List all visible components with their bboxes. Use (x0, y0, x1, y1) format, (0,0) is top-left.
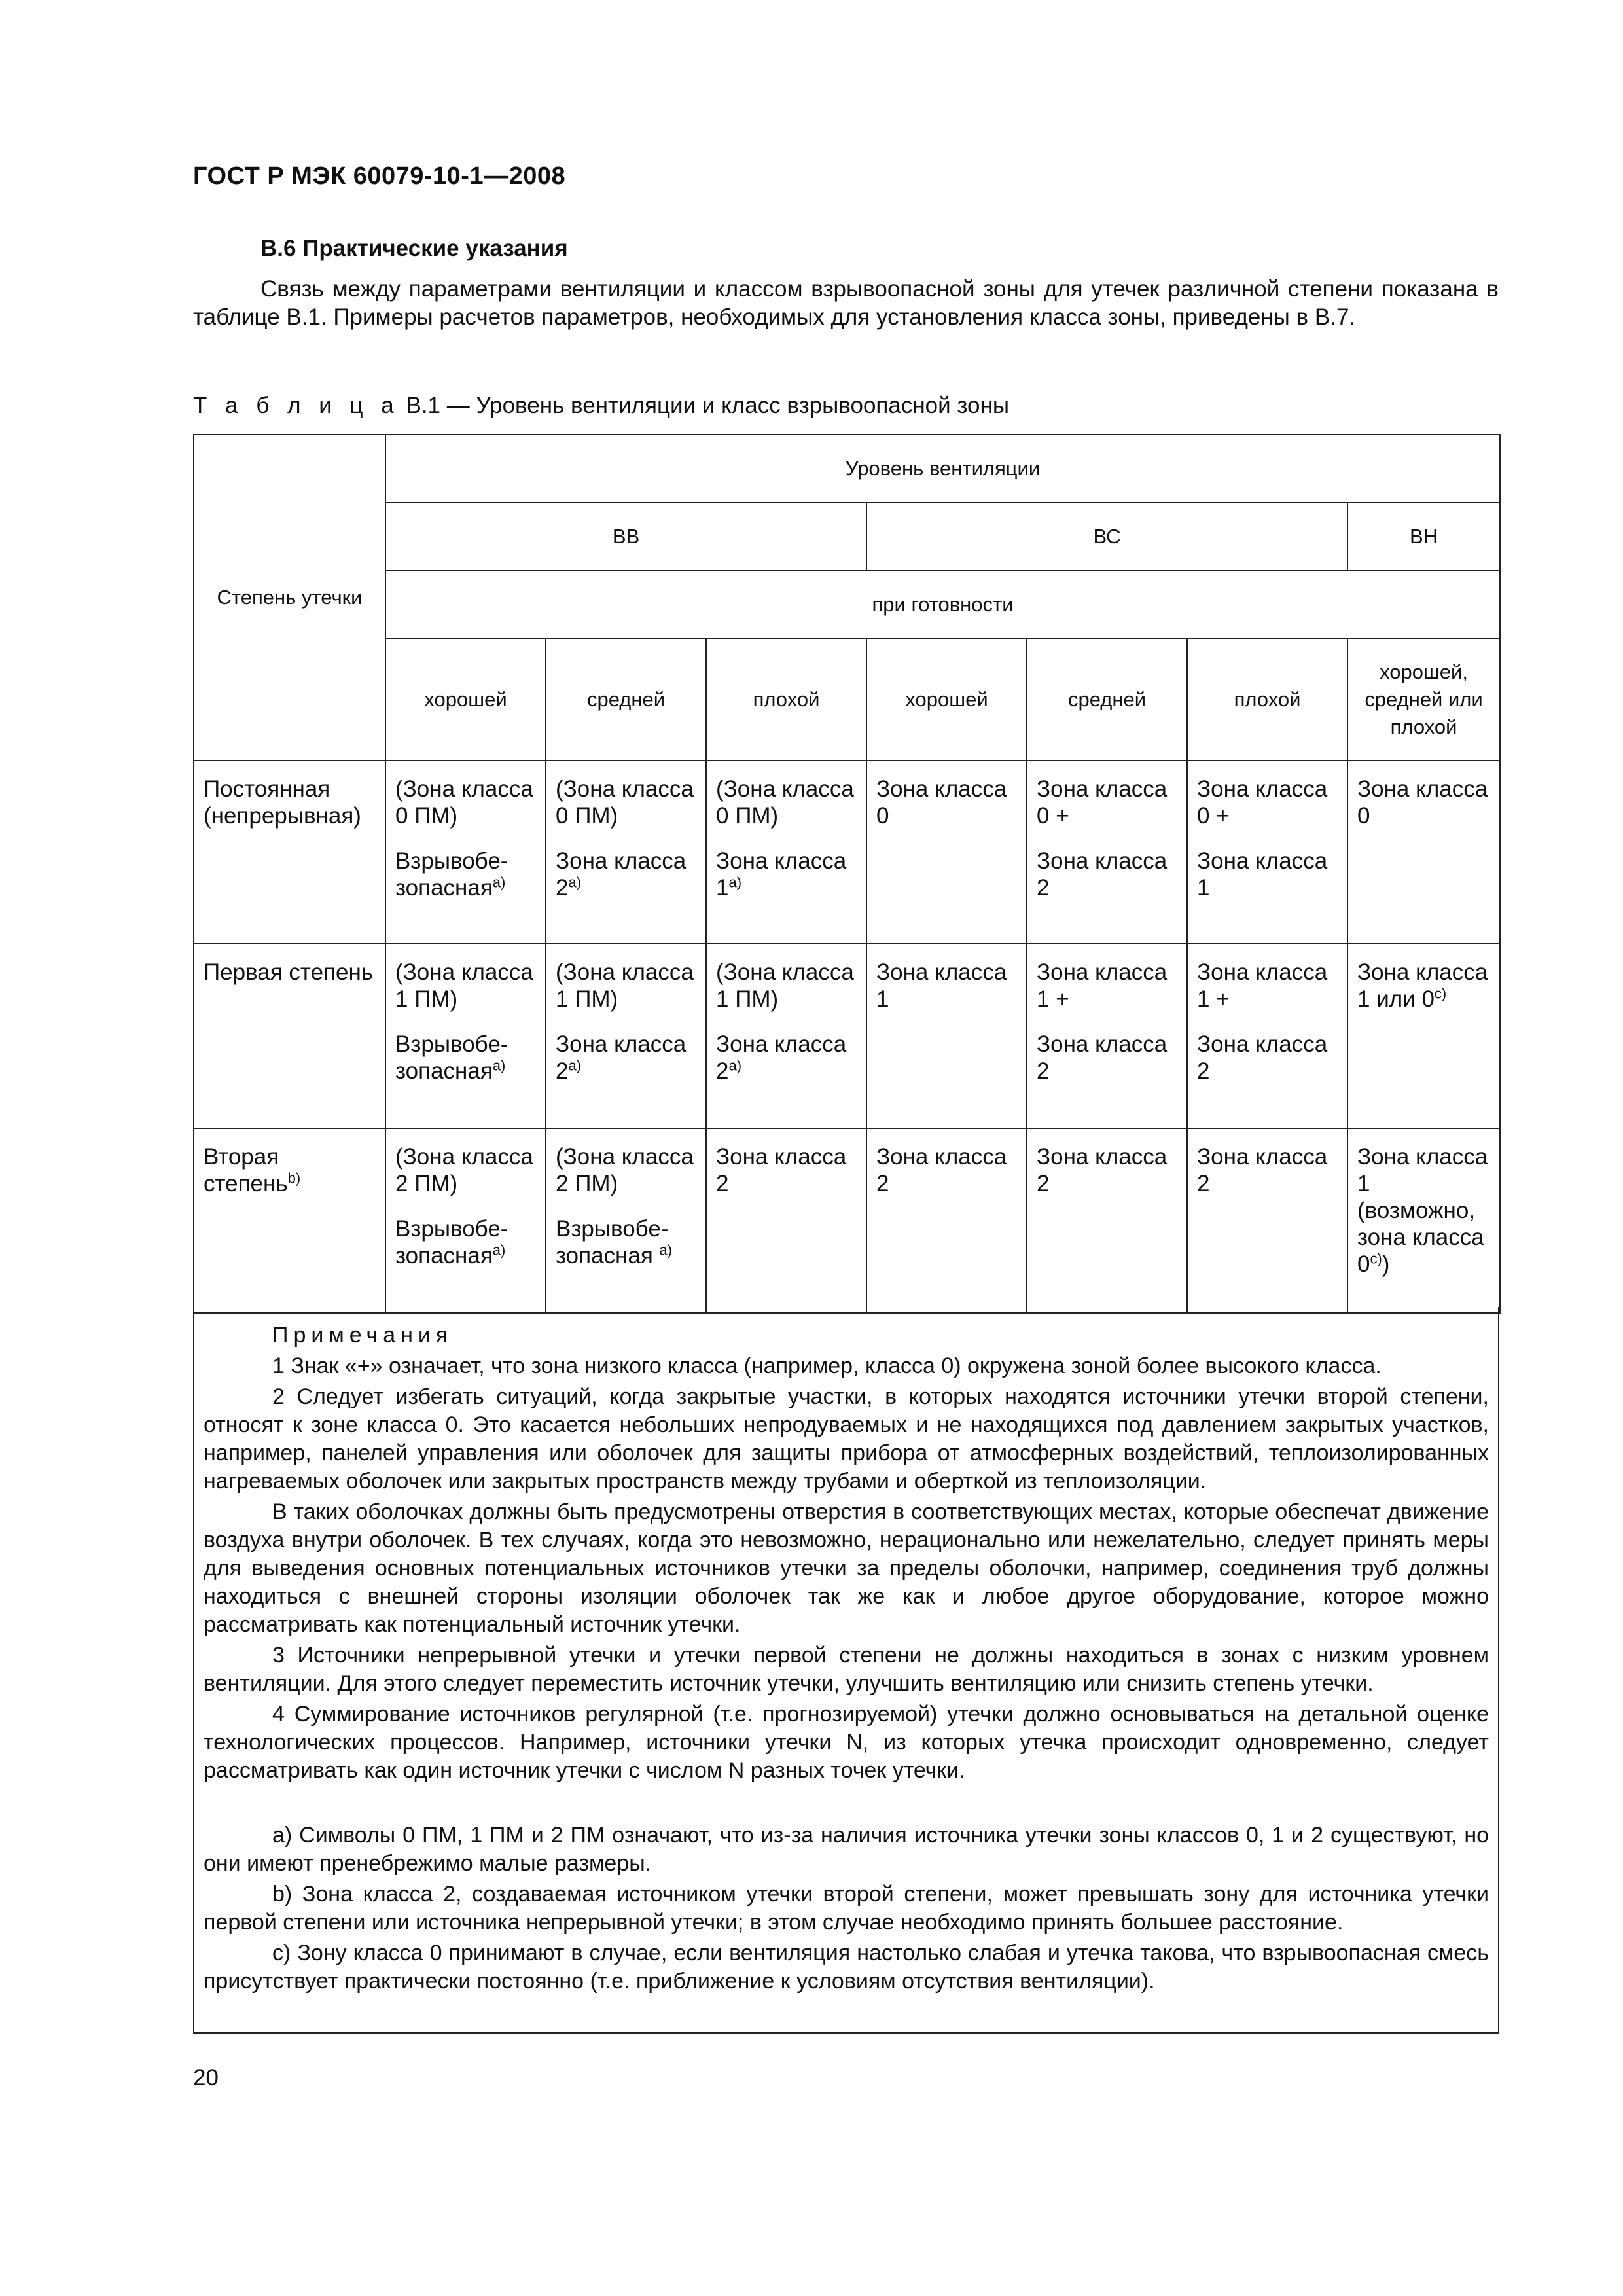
level-vn: ВН (1347, 503, 1500, 571)
availability-col: средней (1027, 639, 1187, 761)
page-number: 20 (193, 2065, 219, 2090)
availability-col: хорошей, средней или плохой (1347, 639, 1500, 761)
table-cell: Зона класса 0 + Зона класса 2 (1027, 761, 1187, 944)
row-label: Вторая степень$^{b)}$ (194, 1128, 385, 1313)
section-title: В.6 Практические указания (260, 236, 568, 261)
availability-col: средней (546, 639, 706, 761)
note-item: В таких оболочках должны быть предусмотрены отверстия в соответствующих местах, которые обеспечат движение воздуха внутри оболочек. В тех случаях, когда это невозможно, нерационально или нежелательно, следует принять меры для выведения основных потенциальных источников утечки за пределы оболочки, например, соединения труб должны находиться с внешней стороны изоляции оболочек так же как и любое другое оборудование, которое можно рассматривать как потенциальный источник утечки. (204, 1499, 1489, 1637)
table-cell: Зона класса 0 + Зона класса 1 (1187, 761, 1347, 944)
notes-title: Примечания (272, 1323, 454, 1348)
table-cell: Зона класса 1 + Зона класса 2 (1187, 944, 1347, 1128)
note-item: 4 Суммирование источников регулярной (т.е. прогнозируемой) утечки должно основываться на детальной оценке технологических процессов. Например, источники утечки N, из которых утечка происходит одновременно, следует рассматривать как один источник утечки с числом N разных точек утечки. (204, 1702, 1489, 1783)
ventilation-zone-table (193, 434, 1501, 1314)
table-cell: Зона класса 2 (866, 1128, 1027, 1313)
table-cell: (Зона класса 0 ПМ) Зона класса $1^{а)}$ (706, 761, 866, 944)
table-cell: Зона класса 0 (1347, 761, 1500, 944)
table-row (194, 944, 1500, 1128)
table-cell: Зона класса 1 или $0^{с)}$ (1347, 944, 1500, 1128)
table-row (194, 1128, 1500, 1313)
table-cell: (Зона класса 0 ПМ) Взрывобе-зопасная$^{а)}$ (385, 761, 546, 944)
footnote: а) Символы 0 ПМ, 1 ПМ и 2 ПМ означают, что из-за наличия источника утечки зоны классов 0, 1 и 2 существуют, но они имеют пренебрежимо малые размеры. (204, 1823, 1489, 1876)
note-item: 1 Знак «+» означает, что зона низкого класса (например, класса 0) окружена зоной более высокого класса. (272, 1354, 1382, 1378)
footnote: b) Зона класса 2, создаваемая источником утечки второй степени, может превышать зону для источника утечки первой степени или источника непрерывной утечки; в этом случае необходимо принять большее расстояние. (204, 1882, 1489, 1935)
table-cell: Зона класса 1 (возможно, зона класса $0^{с)}$) (1347, 1128, 1500, 1313)
table-cell: Зона класса 1 + Зона класса 2 (1027, 944, 1187, 1128)
table-row (194, 761, 1500, 944)
note-item: 3 Источники непрерывной утечки и утечки первой степени не должны находиться в зонах с низким уровнем вентиляции. Для этого следует переместить источник утечки, улучшить вентиляцию или снизить степень утечки. (204, 1643, 1489, 1696)
table-cell: (Зона класса 1 ПМ) Зона класса $2^{а)}$ (706, 944, 866, 1128)
level-vs: ВС (866, 503, 1347, 571)
availability-col: плохой (1187, 639, 1347, 761)
table-notes (193, 1307, 1499, 2034)
table-cell: (Зона класса 0 ПМ) Зона класса $2^{а)}$ (546, 761, 706, 944)
table-cell: (Зона класса 1 ПМ) Взрывобе-зопасная$^{а)}$ (385, 944, 546, 1128)
table-cell: Зона класса 2 (706, 1128, 866, 1313)
document-header: ГОСТ Р МЭК 60079-10-1—2008 (193, 162, 566, 190)
level-vv: ВВ (385, 503, 866, 571)
availability-col: хорошей (866, 639, 1027, 761)
row-label: Первая степень (194, 944, 385, 1128)
footnote: с) Зону класса 0 принимают в случае, если вентиляция настолько слабая и утечка такова, что взрывоопасная смесь присутствует практически постоянно (т.е. приближение к условиям отсутствия вентиляции). (204, 1941, 1489, 1994)
availability-col: плохой (706, 639, 866, 761)
table-cell: (Зона класса 2 ПМ) Взрывобе-зопасная$^{а)}$ (385, 1128, 546, 1313)
row-header-label: Степень утечки (194, 435, 385, 761)
table-caption-prefix: Т а б л и ц а (193, 393, 400, 418)
table-cell: Зона класса 2 (1187, 1128, 1347, 1313)
table-caption (193, 393, 1009, 419)
table-cell: Зона класса 0 (866, 761, 1027, 944)
table-cell: Зона класса 2 (1027, 1128, 1187, 1313)
intro-paragraph (193, 275, 1499, 331)
availability-header: при готовности (385, 571, 1500, 639)
table-caption-text: В.1 — Уровень вентиляции и класс взрывоопасной зоны (406, 393, 1010, 418)
note-item: 2 Следует избегать ситуаций, когда закрытые участки, в которых находятся источники утечки второй степени, относят к зоне класса 0. Это касается небольших непродуваемых и не находящихся под давлением закрытых участков, например, панелей управления или оболочек для защиты прибора от атмосферных воздействий, теплоизолированных нагреваемых оболочек или закрытых пространств между трубами и оберткой из теплоизоляции. (204, 1384, 1489, 1494)
intro-text: Связь между параметрами вентиляции и классом взрывоопасной зоны для утечек различной степени показана в таблице В.1. Примеры расчетов параметров, необходимых для установления класса зоны, приведены в В.7. (193, 276, 1499, 330)
ventilation-level-header: Уровень вентиляции (385, 435, 1500, 503)
availability-col: хорошей (385, 639, 546, 761)
table-cell: Зона класса 1 (866, 944, 1027, 1128)
row-label: Постоянная (непрерывная) (194, 761, 385, 944)
table-cell: (Зона класса 2 ПМ) Взрывобе-зопасная $^{а)}$ (546, 1128, 706, 1313)
table-cell: (Зона класса 1 ПМ) Зона класса $2^{а)}$ (546, 944, 706, 1128)
